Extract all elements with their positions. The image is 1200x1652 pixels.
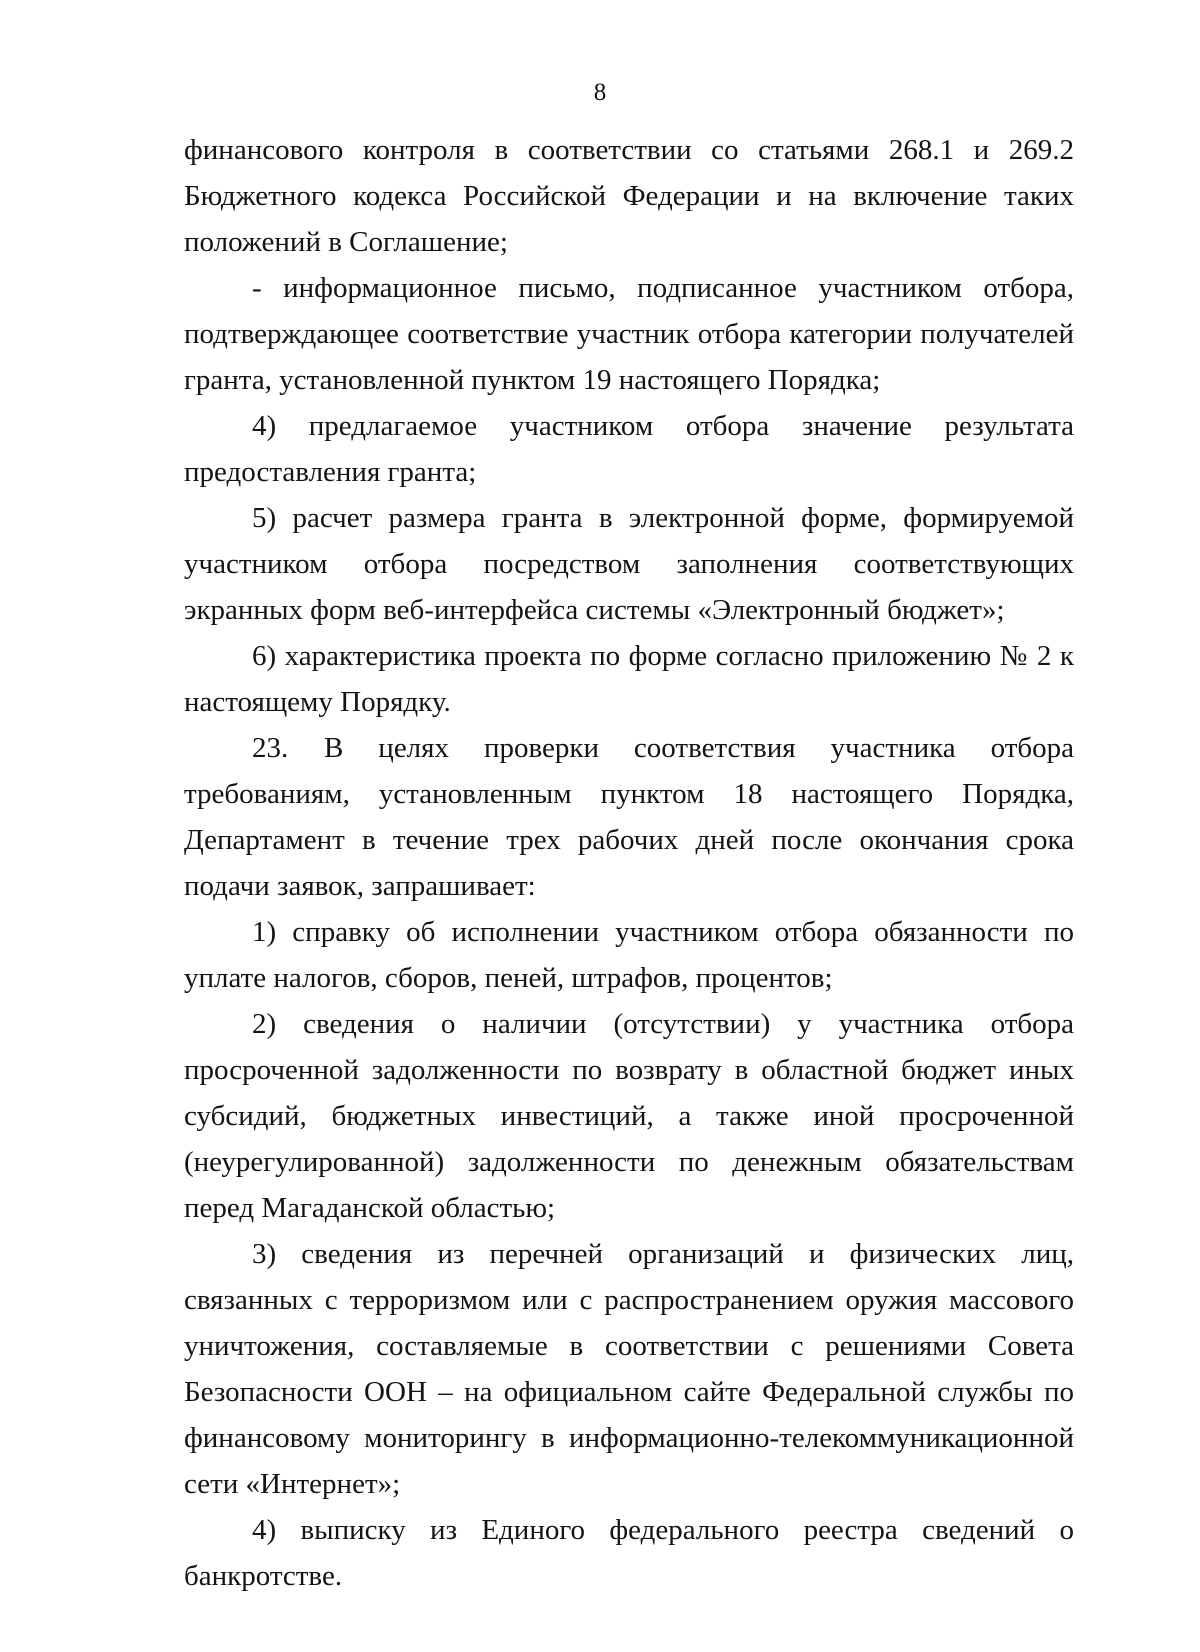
paragraph-item-5: 5) расчет размера гранта в электронной форме, формируемой участником отбора посредством заполнения соответствующих экранных форм веб-интерфейса системы «Электронный бюджет»; (184, 502, 1074, 626)
paragraph-request-1: 1) справку об исполнении участником отбора обязанности по уплате налогов, сборов, пеней, штрафов, процентов; (184, 916, 1074, 994)
paragraph-item-4: 4) предлагаемое участником отбора значение результата предоставления гранта; (184, 410, 1074, 488)
paragraph-clause-23 (184, 725, 1074, 909)
paragraph-request-4: 4) выписку из Единого федерального реестра сведений о банкротстве. (184, 1514, 1074, 1592)
paragraph-request-3: 3) сведения из перечней организаций и физических лиц, связанных с терроризмом или с распространением оружия массового уничтожения, составляемые в соответствии с решениями Совета Безопасности ООН – на официальном сайте Федеральной службы по финансовому мониторингу в информационно-телекоммуникационной сети «Интернет»; (184, 1238, 1074, 1500)
paragraph-info-letter: - информационное письмо, подписанное участником отбора, подтверждающее соответствие участник отбора категории получателей гранта, установленной пунктом 19 настоящего Порядка; (184, 272, 1074, 396)
clause-23-text: В целях проверки соответствия участника отбора требованиям, установленным пунктом 18 настоящего Порядка, Департамент в течение трех рабочих дней после окончания срока подачи заявок, запрашивает: (184, 732, 1074, 902)
paragraph-request-2: 2) сведения о наличии (отсутствии) у участника отбора просроченной задолженности по возврату в областной бюджет иных субсидий, бюджетных инвестиций, а также иной просроченной (неурегулированной) задолженности по денежным обязательствам перед Магаданской областью; (184, 1008, 1074, 1224)
page-number: 8 (593, 79, 607, 106)
paragraph-continuation: финансового контроля в соответствии со статьями 268.1 и 269.2 Бюджетного кодекса Российской Федерации и на включение таких положений в Соглашение; (184, 134, 1074, 258)
document-body (184, 127, 1074, 1599)
paragraph-item-6: 6) характеристика проекта по форме согласно приложению № 2 к настоящему Порядку. (184, 640, 1074, 718)
clause-23-number: 23. (252, 732, 289, 764)
